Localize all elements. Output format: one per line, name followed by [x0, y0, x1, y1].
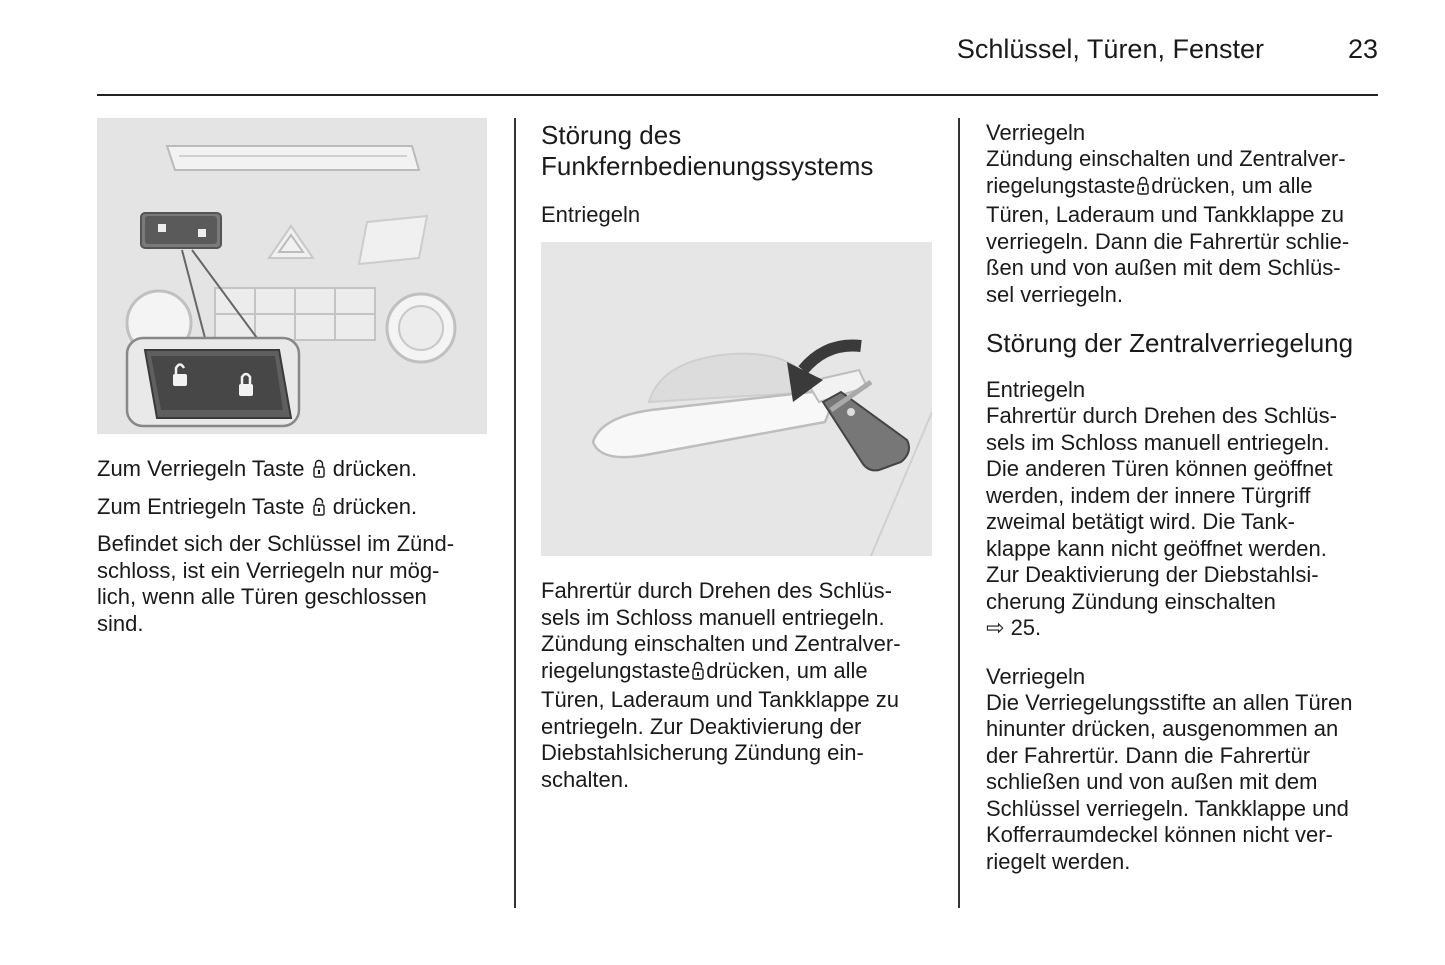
unlock-subheading: Entriegeln [541, 202, 641, 227]
unlock-instruction [97, 494, 497, 524]
page-reference[interactable] [986, 615, 1041, 640]
lock-open-icon [692, 661, 704, 688]
lock-instruction-suffix: drücken. [332, 456, 418, 481]
page-reference-arrow-icon: ⇨ [986, 615, 1005, 640]
unlock-instruction-suffix: drücken. [332, 493, 418, 519]
column-divider-right [958, 118, 960, 908]
body-line: werden, indem der innere Türgriff [986, 482, 1311, 508]
body-line: sel verriegeln. [986, 281, 1123, 307]
body-line: Die anderen Türen können geöffnet [986, 456, 1333, 481]
column-2-text [541, 120, 941, 228]
lock-paragraph [986, 146, 1386, 308]
running-header-title: Schlüssel, Türen, Fenster [956, 34, 1264, 64]
heading-line: Störung des [541, 120, 682, 150]
manual-unlock-paragraph [986, 403, 1386, 642]
manual-lock-paragraph [986, 690, 1386, 876]
body-line: Türen, Laderaum und Tankklappe zu [986, 202, 1344, 227]
lock-instruction-text: Zum Verriegeln Taste [97, 456, 305, 481]
remote-failure-heading [541, 120, 941, 182]
body-line: riegelt werden. [986, 848, 1131, 874]
dashboard-lock-buttons-illustration [97, 118, 487, 434]
body-line: klappe kann nicht geöffnet werden. [986, 535, 1327, 561]
body-line: cherung Zündung einschalten [986, 588, 1276, 614]
body-line: Kofferraumdeckel können nicht ver- [986, 822, 1333, 847]
lock-subheading: Verriegeln [986, 120, 1086, 145]
page-number: 23 [1347, 34, 1378, 64]
lock-subheading-2: Verriegeln [986, 663, 1086, 689]
ignition-note-line: schloss, ist ein Verriegeln nur mög- [97, 557, 440, 583]
lock-closed-icon [313, 459, 325, 486]
body-line: hinunter drücken, ausgenommen an [986, 716, 1339, 741]
page-reference-number: 25. [1010, 615, 1042, 640]
ignition-note-line: lich, wenn alle Türen geschlossen [97, 584, 427, 609]
ignition-note-line: sind. [97, 610, 144, 636]
body-line: schließen und von außen mit dem [986, 769, 1318, 794]
lock-closed-icon [1137, 176, 1149, 203]
body-line: ßen und von außen mit dem Schlüs- [986, 255, 1341, 280]
column-2-body [541, 578, 941, 793]
body-line: Zündung einschalten und Zentralver- [541, 631, 901, 656]
body-line: Zur Deaktivierung der Diebstahlsi- [986, 562, 1319, 587]
ignition-note-line: Befindet sich der Schlüssel im Zünd- [97, 531, 455, 556]
ignition-note [97, 531, 497, 637]
heading-line: Funkfernbedienungssystems [541, 151, 874, 181]
door-handle-key-illustration [541, 242, 932, 556]
body-line: entriegeln. Zur Deaktivierung der [541, 713, 862, 739]
column-1-text [97, 456, 497, 637]
body-line: zweimal betätigt wird. Die Tank- [986, 509, 1295, 534]
body-line: drücken, um alle [1151, 172, 1313, 198]
body-line: Diebstahlsicherung Zündung ein- [541, 740, 864, 765]
column-3-text [986, 120, 1386, 875]
body-line: verriegeln. Dann die Fahrertür schlie- [986, 228, 1350, 254]
body-line: Fahrertür durch Drehen des Schlüs- [986, 403, 1337, 428]
column-divider-left [514, 118, 516, 908]
header-rule [97, 94, 1378, 96]
body-line: Fahrertür durch Drehen des Schlüs- [541, 578, 892, 603]
body-line: Schlüssel verriegeln. Tankklappe und [986, 795, 1349, 821]
unlock-subheading-2: Entriegeln [986, 377, 1086, 402]
body-line: riegelungstaste [541, 657, 691, 683]
body-line: riegelungstaste [986, 172, 1136, 198]
unlock-instruction-text: Zum Entriegeln Taste [97, 493, 305, 519]
body-line: drücken, um alle [706, 657, 868, 683]
lock-open-icon [313, 497, 325, 524]
body-line: sels im Schloss manuell entriegeln. [541, 604, 885, 630]
central-locking-failure-heading: Störung der Zentralverriegelung [986, 328, 1354, 358]
body-line: Die Verriegelungsstifte an allen Türen [986, 689, 1353, 715]
body-line: Türen, Laderaum und Tankklappe zu [541, 687, 899, 712]
body-line: sels im Schloss manuell entriegeln. [986, 429, 1330, 455]
body-line: schalten. [541, 766, 630, 792]
lock-instruction [97, 456, 497, 486]
body-line: Zündung einschalten und Zentralver- [986, 146, 1346, 171]
body-line: der Fahrertür. Dann die Fahrertür [986, 742, 1311, 768]
